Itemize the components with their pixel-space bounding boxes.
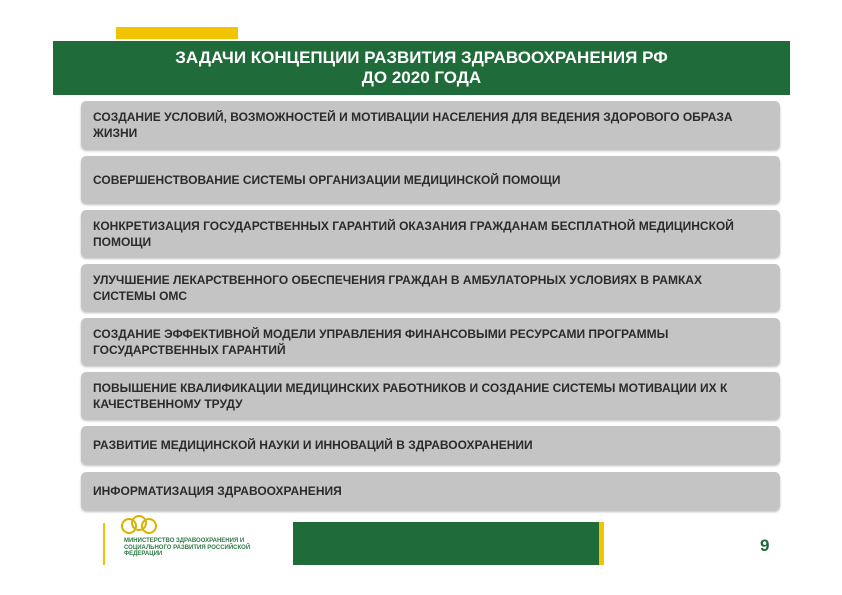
footer-yellow-stripe [599, 522, 604, 565]
task-item-2: СОВЕРШЕНСТВОВАНИЕ СИСТЕМЫ ОРГАНИЗАЦИИ МЕДИЦИНСКОЙ ПОМОЩИ [81, 156, 780, 203]
task-item-6: ПОВЫШЕНИЕ КВАЛИФИКАЦИИ МЕДИЦИНСКИХ РАБОТНИКОВ И СОЗДАНИЕ СИСТЕМЫ МОТИВАЦИИ ИХ К КАЧЕСТВЕННОМУ ТРУДУ [81, 372, 780, 419]
footer-green-block [293, 522, 599, 565]
page-number: 9 [760, 536, 770, 555]
task-item-4: УЛУЧШЕНИЕ ЛЕКАРСТВЕННОГО ОБЕСПЕЧЕНИЯ ГРАЖДАН В АМБУЛАТОРНЫХ УСЛОВИЯХ В РАМКАХ СИСТЕМЫ ОМС [81, 264, 780, 311]
page-title-line2: ДО 2020 ГОДА [361, 68, 482, 87]
task-item-7: РАЗВИТИЕ МЕДИЦИНСКОЙ НАУКИ И ИННОВАЦИЙ В ЗДРАВООХРАНЕНИИ [81, 426, 780, 464]
logo-divider [103, 523, 105, 565]
task-item-5: СОЗДАНИЕ ЭФФЕКТИВНОЙ МОДЕЛИ УПРАВЛЕНИЯ ФИНАНСОВЫМИ РЕСУРСАМИ ПРОГРАММЫ ГОСУДАРСТВЕННЫХ ГАРАНТИЙ [81, 318, 780, 365]
page-title [53, 41, 790, 95]
ministry-logo-text: МИНИСТЕРСТВО ЗДРАВООХРАНЕНИЯ И СОЦИАЛЬНОГО РАЗВИТИЯ РОССИЙСКОЙ ФЕДЕРАЦИИ [124, 538, 251, 558]
task-item-1: СОЗДАНИЕ УСЛОВИЙ, ВОЗМОЖНОСТЕЙ И МОТИВАЦИИ НАСЕЛЕНИЯ ДЛЯ ВЕДЕНИЯ ЗДОРОВОГО ОБРАЗА ЖИЗНИ [81, 101, 780, 149]
task-item-3: КОНКРЕТИЗАЦИЯ ГОСУДАРСТВЕННЫХ ГАРАНТИЙ ОКАЗАНИЯ ГРАЖДАНАМ БЕСПЛАТНОЙ МЕДИЦИНСКОЙ ПОМОЩИ [81, 210, 780, 257]
task-item-8: ИНФОРМАТИЗАЦИЯ ЗДРАВООХРАНЕНИЯ [81, 472, 780, 510]
header-accent-tab [116, 27, 238, 39]
page-title-line1: ЗАДАЧИ КОНЦЕПЦИИ РАЗВИТИЯ ЗДРАВООХРАНЕНИЯ РФ [175, 48, 668, 67]
